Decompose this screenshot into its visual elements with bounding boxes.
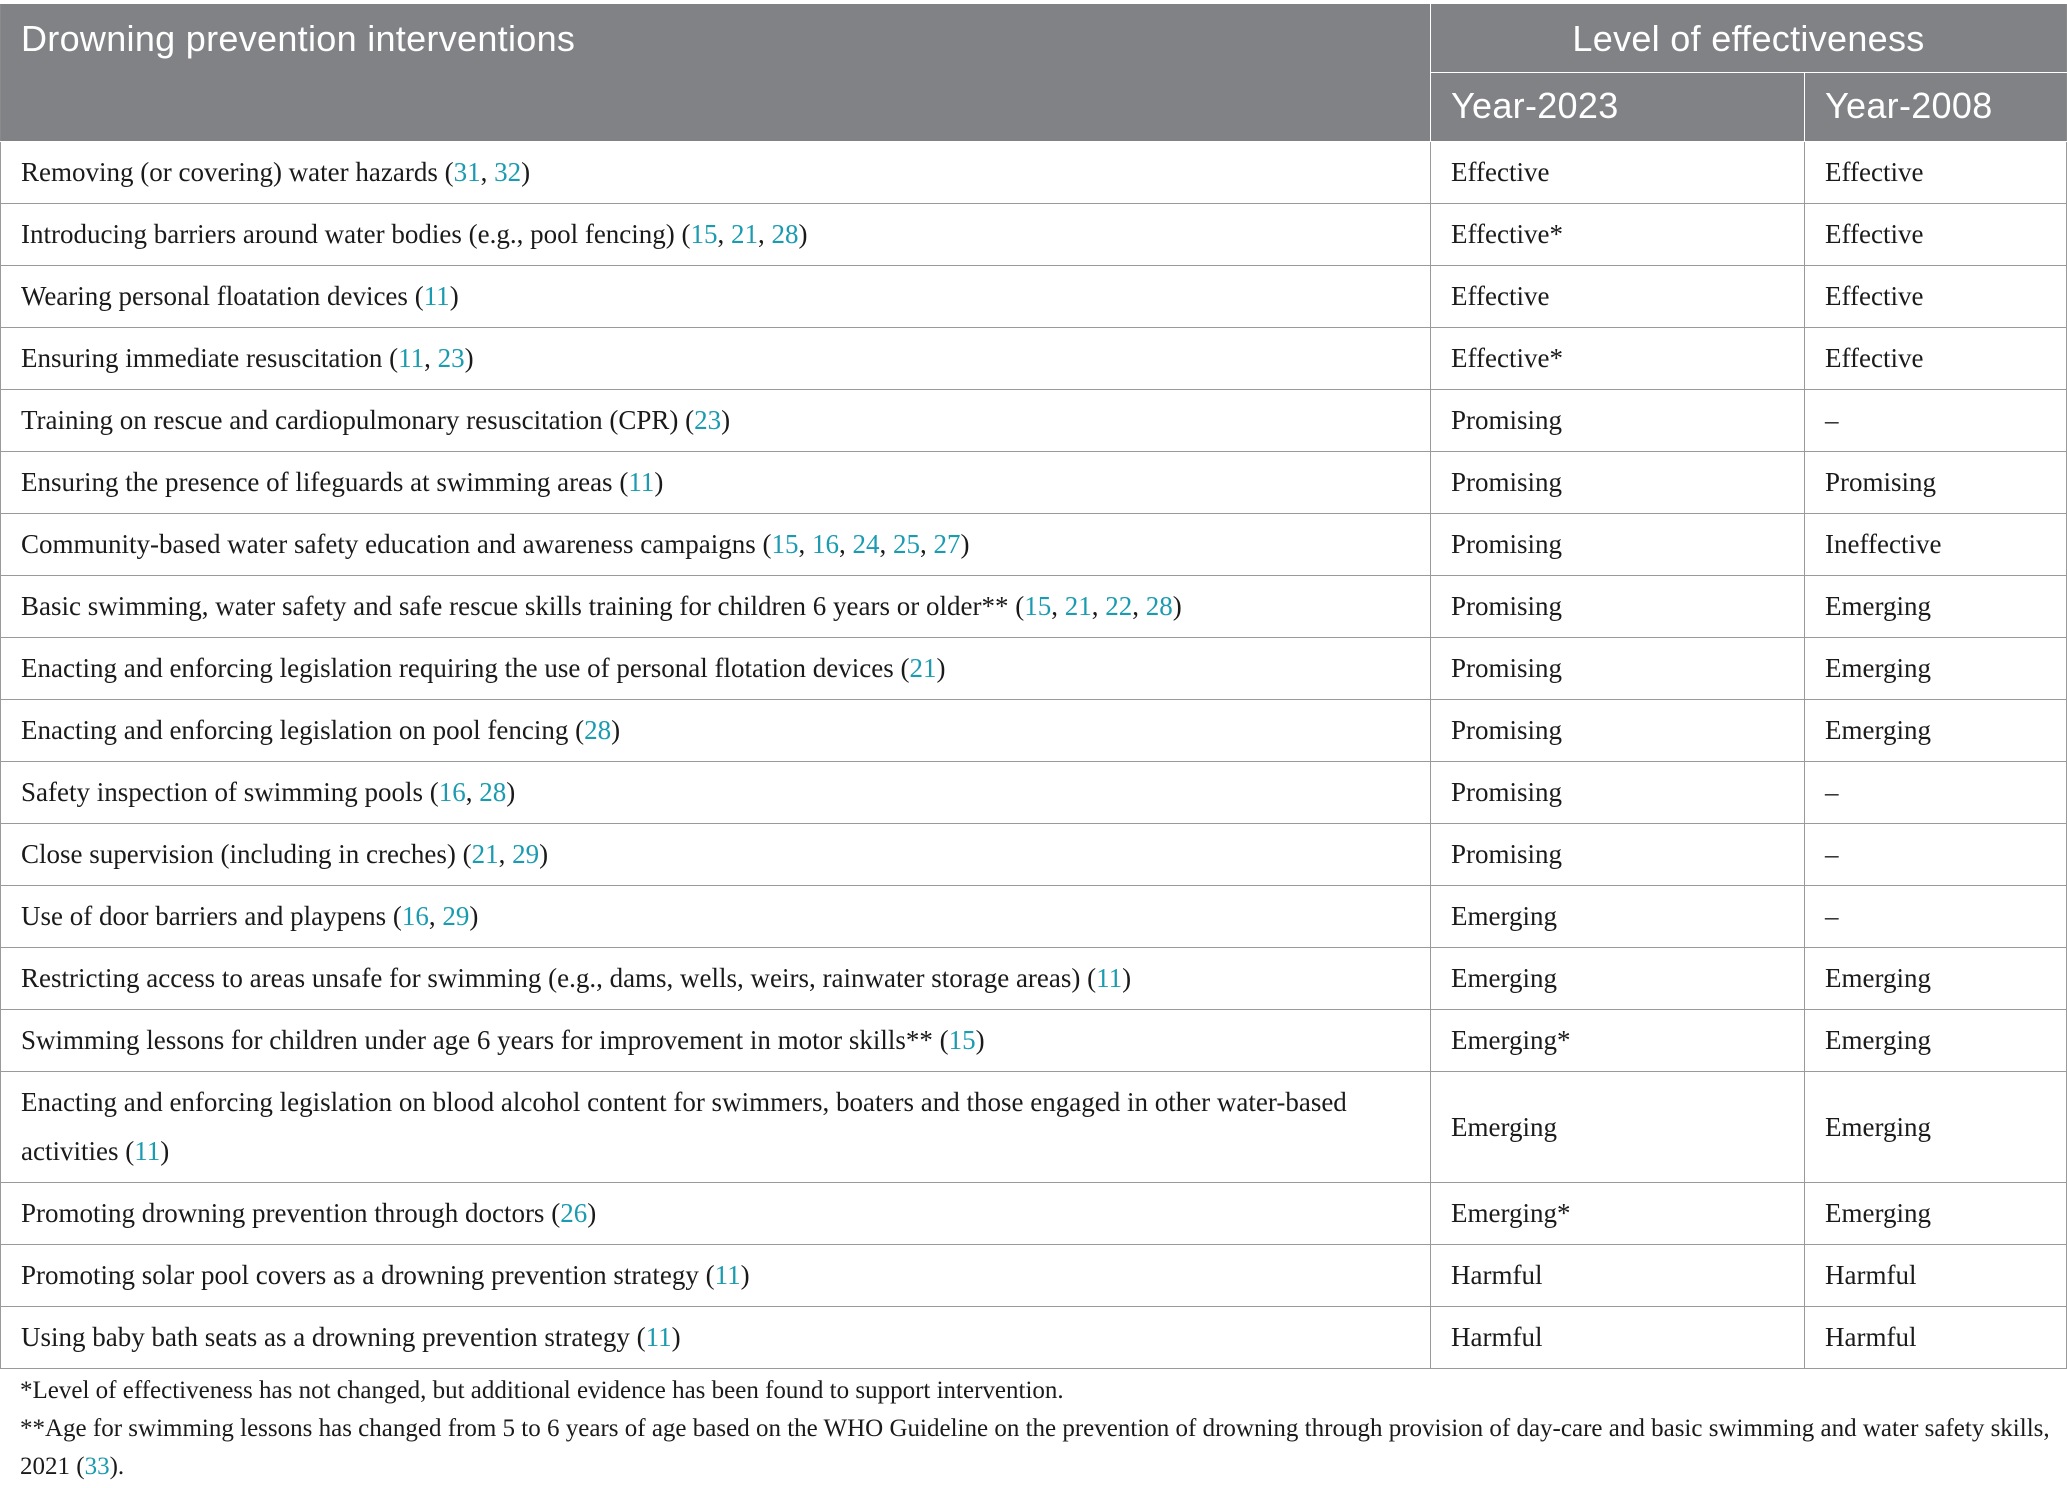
level-2008-cell: Effective — [1805, 204, 2067, 266]
reference-link[interactable]: 32 — [494, 157, 522, 187]
level-2008-cell: Emerging — [1805, 1183, 2067, 1245]
reference-link[interactable]: 25 — [893, 529, 920, 559]
reference-link[interactable]: 16 — [401, 901, 429, 931]
reference-link[interactable]: 11 — [628, 467, 655, 497]
table-row — [1, 452, 2067, 514]
intervention-text: Use of door barriers and playpens — [21, 901, 387, 931]
level-2008-cell: – — [1805, 390, 2067, 452]
reference-link[interactable]: 16 — [438, 777, 466, 807]
level-2023-cell: Emerging* — [1431, 1183, 1805, 1245]
level-2023-cell: Promising — [1431, 762, 1805, 824]
intervention-text: Promoting drowning prevention through doctors — [21, 1198, 545, 1228]
level-2008-cell: Promising — [1805, 452, 2067, 514]
intervention-cell: Restricting access to areas unsafe for swimming (e.g., dams, wells, weirs, rainwater storage areas) (11) — [1, 948, 1431, 1010]
table-header — [1, 4, 2067, 142]
level-2023-cell: Promising — [1431, 638, 1805, 700]
level-2008-cell: Effective — [1805, 266, 2067, 328]
intervention-cell: Removing (or covering) water hazards (31, 32) — [1, 142, 1431, 204]
reference-link[interactable]: 28 — [479, 777, 507, 807]
table-row — [1, 576, 2067, 638]
table-row — [1, 1307, 2067, 1369]
intervention-cell: Basic swimming, water safety and safe rescue skills training for children 6 years or older** (15, 21, 22, 28) — [1, 576, 1431, 638]
intervention-text: Wearing personal floatation devices — [21, 281, 408, 311]
table-row — [1, 1010, 2067, 1072]
table-row — [1, 390, 2067, 452]
intervention-text: Enacting and enforcing legislation on pool fencing — [21, 715, 569, 745]
intervention-cell: Wearing personal floatation devices (11) — [1, 266, 1431, 328]
level-2023-cell: Harmful — [1431, 1245, 1805, 1307]
reference-link[interactable]: 24 — [852, 529, 880, 559]
intervention-text: Introducing barriers around water bodies (e.g., pool fencing) — [21, 219, 675, 249]
level-2023-cell: Effective — [1431, 266, 1805, 328]
level-2008-cell: Harmful — [1805, 1307, 2067, 1369]
reference-link[interactable]: 27 — [933, 529, 961, 559]
intervention-cell: Safety inspection of swimming pools (16, 28) — [1, 762, 1431, 824]
table-row — [1, 948, 2067, 1010]
level-2008-cell: Emerging — [1805, 700, 2067, 762]
level-2023-cell: Emerging — [1431, 1072, 1805, 1183]
intervention-cell: Using baby bath seats as a drowning prevention strategy (11) — [1, 1307, 1431, 1369]
table-row — [1, 638, 2067, 700]
intervention-cell: Use of door barriers and playpens (16, 29) — [1, 886, 1431, 948]
reference-link[interactable]: 15 — [771, 529, 799, 559]
level-2023-cell: Promising — [1431, 452, 1805, 514]
level-2023-cell: Emerging — [1431, 948, 1805, 1010]
footnote-1: *Level of effectiveness has not changed, but additional evidence has been found to support intervention. — [20, 1377, 1064, 1404]
table-row — [1, 328, 2067, 390]
effectiveness-table — [0, 4, 2067, 1369]
reference-link[interactable]: 11 — [1096, 963, 1123, 993]
level-2023-cell: Promising — [1431, 390, 1805, 452]
reference-link[interactable]: 28 — [1145, 591, 1173, 621]
intervention-text: Safety inspection of swimming pools — [21, 777, 423, 807]
table-row — [1, 824, 2067, 886]
intervention-cell: Training on rescue and cardiopulmonary resuscitation (CPR) (23) — [1, 390, 1431, 452]
intervention-text: Ensuring immediate resuscitation — [21, 343, 383, 373]
intervention-text: Enacting and enforcing legislation on blood alcohol content for swimmers, boaters and those engaged in other water-based activities — [21, 1087, 1347, 1166]
intervention-text: Community-based water safety education and awareness campaigns — [21, 529, 756, 559]
table-row — [1, 700, 2067, 762]
intervention-cell: Swimming lessons for children under age 6 years for improvement in motor skills** (15) — [1, 1010, 1431, 1072]
reference-link[interactable]: 11 — [134, 1136, 161, 1166]
level-2023-cell: Effective* — [1431, 204, 1805, 266]
table-footnotes — [20, 1372, 2050, 1486]
level-2023-cell: Emerging* — [1431, 1010, 1805, 1072]
reference-link[interactable]: 29 — [442, 901, 470, 931]
intervention-cell: Close supervision (including in creches) (21, 29) — [1, 824, 1431, 886]
level-2023-cell: Promising — [1431, 514, 1805, 576]
reference-link[interactable]: 15 — [690, 219, 718, 249]
table-row — [1, 514, 2067, 576]
reference-link[interactable]: 26 — [560, 1198, 588, 1228]
reference-link[interactable]: 23 — [694, 405, 722, 435]
table-body — [1, 142, 2067, 1369]
intervention-text: Enacting and enforcing legislation requiring the use of personal flotation devices — [21, 653, 894, 683]
footnote-2: **Age for swimming lessons has changed from 5 to 6 years of age based on the WHO Guideline on the prevention of drowning through provision of day-care and basic swimming and water safety skills, 2021 (33). — [20, 1415, 2050, 1480]
level-2008-cell: Harmful — [1805, 1245, 2067, 1307]
table-row — [1, 266, 2067, 328]
header-year-2023: Year-2023 — [1431, 73, 1805, 142]
intervention-text: Swimming lessons for children under age 6 years for improvement in motor skills** — [21, 1025, 933, 1055]
level-2023-cell: Promising — [1431, 576, 1805, 638]
reference-link[interactable]: 15 — [948, 1025, 976, 1055]
reference-link[interactable]: 22 — [1105, 591, 1133, 621]
reference-link[interactable]: 11 — [645, 1322, 672, 1352]
reference-link[interactable]: 33 — [84, 1453, 110, 1480]
intervention-text: Training on rescue and cardiopulmonary resuscitation (CPR) — [21, 405, 679, 435]
table-row — [1, 762, 2067, 824]
intervention-text: Ensuring the presence of lifeguards at swimming areas — [21, 467, 613, 497]
intervention-text: Close supervision (including in creches) — [21, 839, 456, 869]
reference-link[interactable]: 21 — [731, 219, 759, 249]
intervention-cell: Promoting drowning prevention through doctors (26) — [1, 1183, 1431, 1245]
reference-link[interactable]: 28 — [584, 715, 612, 745]
intervention-cell: Enacting and enforcing legislation on blood alcohol content for swimmers, boaters and those engaged in other water-based activities (11) — [1, 1072, 1431, 1183]
intervention-cell: Enacting and enforcing legislation on pool fencing (28) — [1, 700, 1431, 762]
intervention-cell: Promoting solar pool covers as a drowning prevention strategy (11) — [1, 1245, 1431, 1307]
table-row — [1, 204, 2067, 266]
reference-link[interactable]: 11 — [714, 1260, 741, 1290]
intervention-text: Using baby bath seats as a drowning prevention strategy — [21, 1322, 630, 1352]
reference-link[interactable]: 23 — [437, 343, 465, 373]
reference-link[interactable]: 21 — [471, 839, 499, 869]
intervention-text: Restricting access to areas unsafe for swimming (e.g., dams, wells, weirs, rainwater storage areas) — [21, 963, 1081, 993]
level-2008-cell: Effective — [1805, 142, 2067, 204]
intervention-cell: Ensuring the presence of lifeguards at swimming areas (11) — [1, 452, 1431, 514]
table-row — [1, 1183, 2067, 1245]
level-2023-cell: Promising — [1431, 824, 1805, 886]
reference-link[interactable]: 21 — [1064, 591, 1092, 621]
intervention-cell: Enacting and enforcing legislation requiring the use of personal flotation devices (21) — [1, 638, 1431, 700]
reference-link[interactable]: 11 — [423, 281, 450, 311]
reference-link[interactable]: 28 — [771, 219, 799, 249]
table-row — [1, 1072, 2067, 1183]
level-2008-cell: Effective — [1805, 328, 2067, 390]
reference-link[interactable]: 21 — [909, 653, 937, 683]
level-2023-cell: Effective* — [1431, 328, 1805, 390]
level-2023-cell: Promising — [1431, 700, 1805, 762]
level-2008-cell: Emerging — [1805, 948, 2067, 1010]
level-2008-cell: – — [1805, 824, 2067, 886]
intervention-cell: Introducing barriers around water bodies (e.g., pool fencing) (15, 21, 28) — [1, 204, 1431, 266]
table-row — [1, 886, 2067, 948]
level-2023-cell: Emerging — [1431, 886, 1805, 948]
header-level-of-effectiveness: Level of effectiveness — [1431, 4, 2067, 73]
intervention-text: Basic swimming, water safety and safe rescue skills training for children 6 years or older** — [21, 591, 1009, 621]
level-2008-cell: Emerging — [1805, 1072, 2067, 1183]
header-interventions: Drowning prevention interventions — [1, 4, 1431, 142]
footnote-2-text: **Age for swimming lessons has changed from 5 to 6 years of age based on the WHO Guideline on the prevention of drowning through provision of day-care and basic swimming and water safety skills, 2021 — [20, 1415, 2050, 1480]
intervention-cell: Community-based water safety education and awareness campaigns (15, 16, 24, 25, 27) — [1, 514, 1431, 576]
reference-link[interactable]: 15 — [1024, 591, 1052, 621]
level-2008-cell: Emerging — [1805, 1010, 2067, 1072]
level-2008-cell: Ineffective — [1805, 514, 2067, 576]
intervention-text: Removing (or covering) water hazards — [21, 157, 438, 187]
intervention-cell: Ensuring immediate resuscitation (11, 23) — [1, 328, 1431, 390]
level-2008-cell: Emerging — [1805, 576, 2067, 638]
reference-link[interactable]: 31 — [453, 157, 481, 187]
level-2023-cell: Harmful — [1431, 1307, 1805, 1369]
level-2023-cell: Effective — [1431, 142, 1805, 204]
level-2008-cell: Emerging — [1805, 638, 2067, 700]
intervention-text: Promoting solar pool covers as a drowning prevention strategy — [21, 1260, 699, 1290]
header-year-2008: Year-2008 — [1805, 73, 2067, 142]
reference-link[interactable]: 16 — [812, 529, 839, 559]
table-row — [1, 142, 2067, 204]
level-2008-cell: – — [1805, 762, 2067, 824]
reference-link[interactable]: 11 — [398, 343, 425, 373]
table-row — [1, 1245, 2067, 1307]
level-2008-cell: – — [1805, 886, 2067, 948]
reference-link[interactable]: 29 — [512, 839, 540, 869]
